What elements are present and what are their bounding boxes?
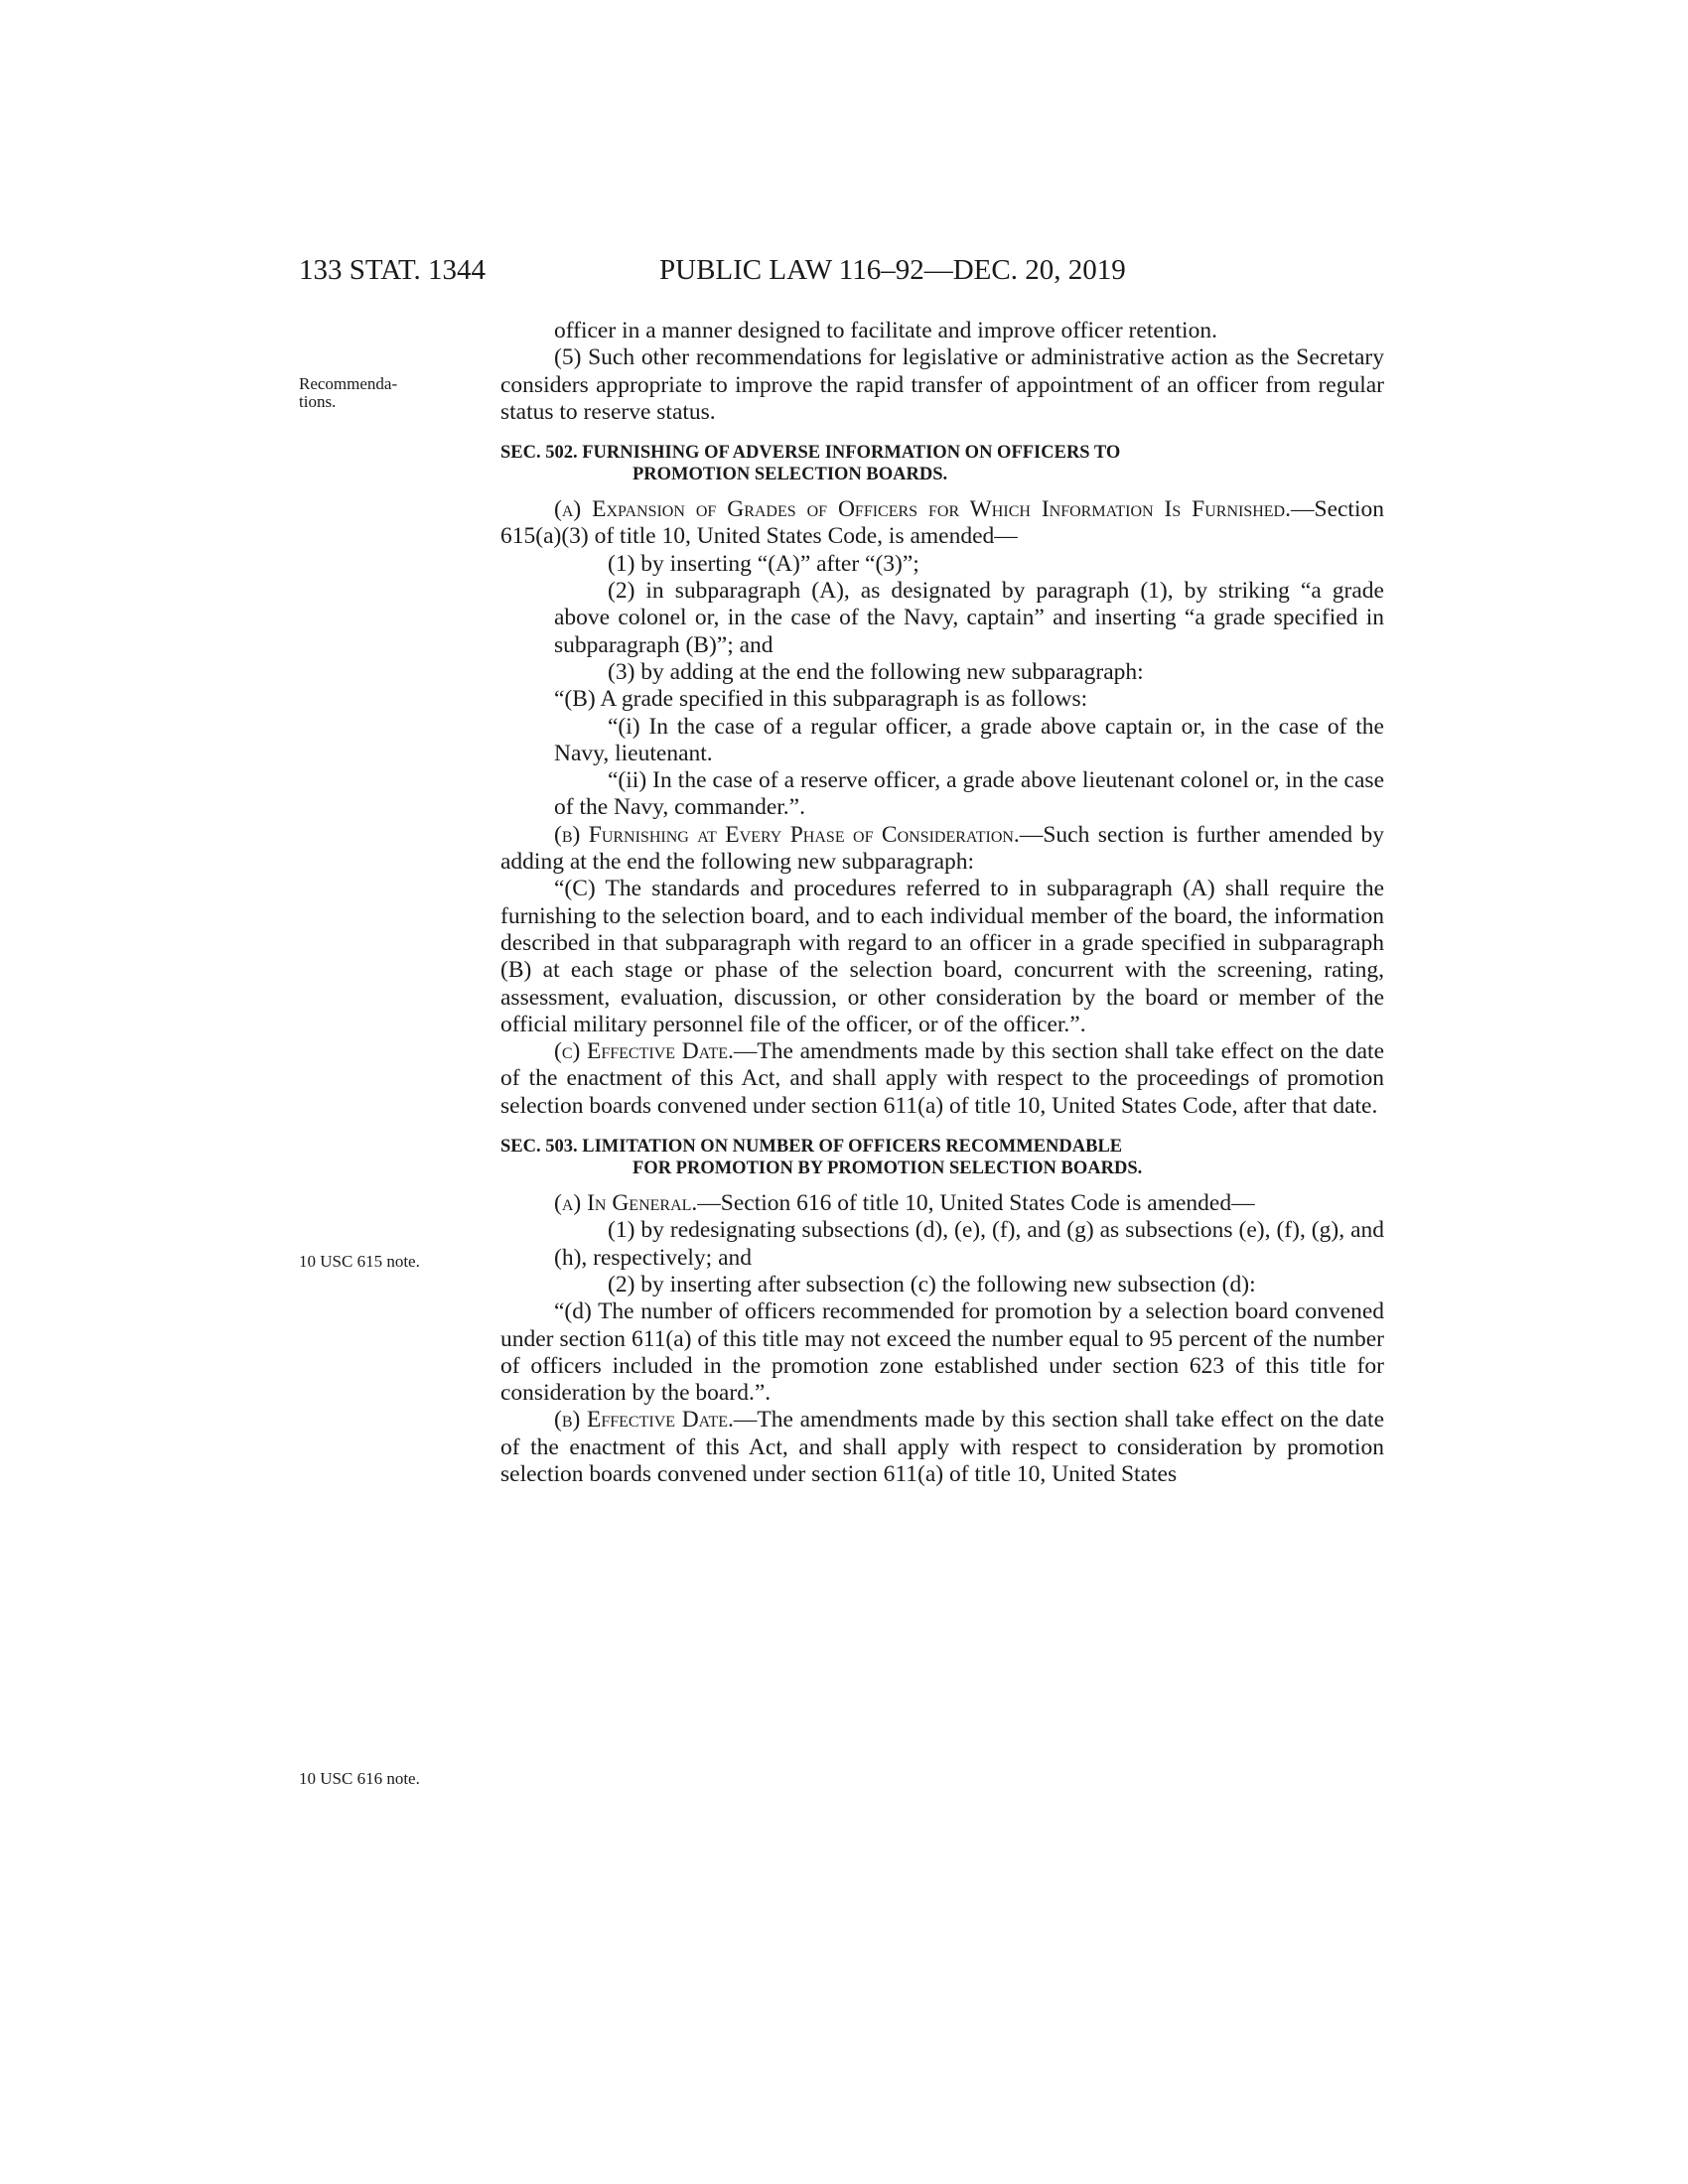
subsection-text: —The amendments made by this section shall take effect on the date of the enactment of this Act, and shall apply with respect to the proceedings of promotion selection boards convened under section 611(a) of title 10, United States Code, after that date. <box>500 1038 1384 1119</box>
subparagraph-C: “(C) The standards and procedures referred to in subparagraph (A) shall require the furnishing to the selection board, and to each individual member of the board, the information described in that subparagraph with regard to an officer in a grade specified in subparagraph (B) at each stage or phase of the selection board, concurrent with the screening, rating, assessment, evaluation, discussion, or other consideration by the board or member of the official military personnel file of the officer, or of the officer.”. <box>500 876 1384 1037</box>
section-503-heading-line2: FOR PROMOTION BY PROMOTION SELECTION BOARDS. <box>633 1159 1143 1179</box>
page-header <box>299 250 1212 290</box>
section-502-heading-line2: PROMOTION SELECTION BOARDS. <box>633 465 948 485</box>
section-502-subsection-a <box>500 496 1384 551</box>
subsection-heading: (b) Effective Date. <box>554 1407 734 1433</box>
section-503-heading-line1: SEC. 503. LIMITATION ON NUMBER OF OFFICERS RECOMMENDABLE <box>500 1137 1123 1158</box>
section-503-subsection-a <box>500 1190 1384 1217</box>
section-502-a-paragraph-2: (2) in subparagraph (A), as designated by paragraph (1), by striking “a grade above colonel or, in the case of the Navy, captain” and inserting “a grade specified in subparagraph (B)”; and <box>554 578 1384 658</box>
margin-note-10-usc-615: 10 USC 615 note. <box>299 1252 420 1271</box>
section-502-a-paragraph-1: (1) by inserting “(A)” after “(3)”; <box>608 550 919 577</box>
subsection-text: —Section 615(a)(3) of title 10, United States Code, is amended— <box>500 496 1384 550</box>
section-502-heading-line1: SEC. 502. FURNISHING OF ADVERSE INFORMATION ON OFFICERS TO <box>500 443 1121 464</box>
new-subsection-d: “(d) The number of officers recommended for promotion by a selection board convened under section 611(a) of this title may not exceed the number equal to 95 percent of the number of officers included in the promotion zone established under section 623 of this title for consideration by the board.”. <box>500 1298 1384 1407</box>
section-503-subsection-b <box>500 1407 1384 1488</box>
clause-i: “(i) In the case of a regular officer, a grade above captain or, in the case of the Navy, lieutenant. <box>554 713 1384 766</box>
subsection-heading: (a) In General. <box>554 1190 698 1217</box>
margin-note-10-usc-616: 10 USC 616 note. <box>299 1769 420 1788</box>
paragraph-5: (5) Such other recommendations for legislative or administrative action as the Secretary considers appropriate to improve the rapid transfer of appointment of an officer from regular status to reserve status. <box>500 344 1384 425</box>
public-law-title: PUBLIC LAW 116–92—DEC. 20, 2019 <box>659 254 1126 286</box>
section-503-a-paragraph-1: (1) by redesignating subsections (d), (e), (f), and (g) as subsections (e), (f), (g), and (h), respectively; and <box>554 1217 1384 1271</box>
section-502-subsection-c <box>500 1038 1384 1120</box>
subparagraph-B: “(B) A grade specified in this subparagraph is as follows: <box>554 686 1088 713</box>
document-body <box>500 318 1384 1488</box>
section-502-subsection-b <box>500 822 1384 877</box>
subsection-heading: (b) Furnishing at Every Phase of Consideration. <box>554 821 1020 848</box>
statute-page-number: 133 STAT. 1344 <box>299 254 487 286</box>
section-503-heading <box>500 1136 1384 1179</box>
margin-note-recommendations: Recommenda- tions. <box>299 374 398 411</box>
subsection-text: —The amendments made by this section shall take effect on the date of the enactment of this Act, and shall apply with respect to consideration by promotion selection boards convened under section 611(a) of title 10, United States <box>500 1407 1384 1487</box>
subsection-text: —Such section is further amended by adding at the end the following new subparagraph: <box>500 821 1385 876</box>
clause-ii: “(ii) In the case of a reserve officer, a grade above lieutenant colonel or, in the case of the Navy, commander.”. <box>554 767 1384 821</box>
section-502-heading <box>500 442 1384 485</box>
subsection-text: —Section 616 of title 10, United States Code is amended— <box>697 1190 1255 1217</box>
paragraph-continuation: officer in a manner designed to facilitate and improve officer retention. <box>554 318 1217 343</box>
subsection-heading: (c) Effective Date. <box>554 1038 734 1065</box>
section-503-a-paragraph-2: (2) by inserting after subsection (c) the following new subsection (d): <box>608 1271 1256 1297</box>
subsection-heading: (a) Expansion of Grades of Officers for Which Information Is Furnished. <box>554 496 1291 523</box>
section-502-a-paragraph-3: (3) by adding at the end the following new subparagraph: <box>608 658 1144 685</box>
